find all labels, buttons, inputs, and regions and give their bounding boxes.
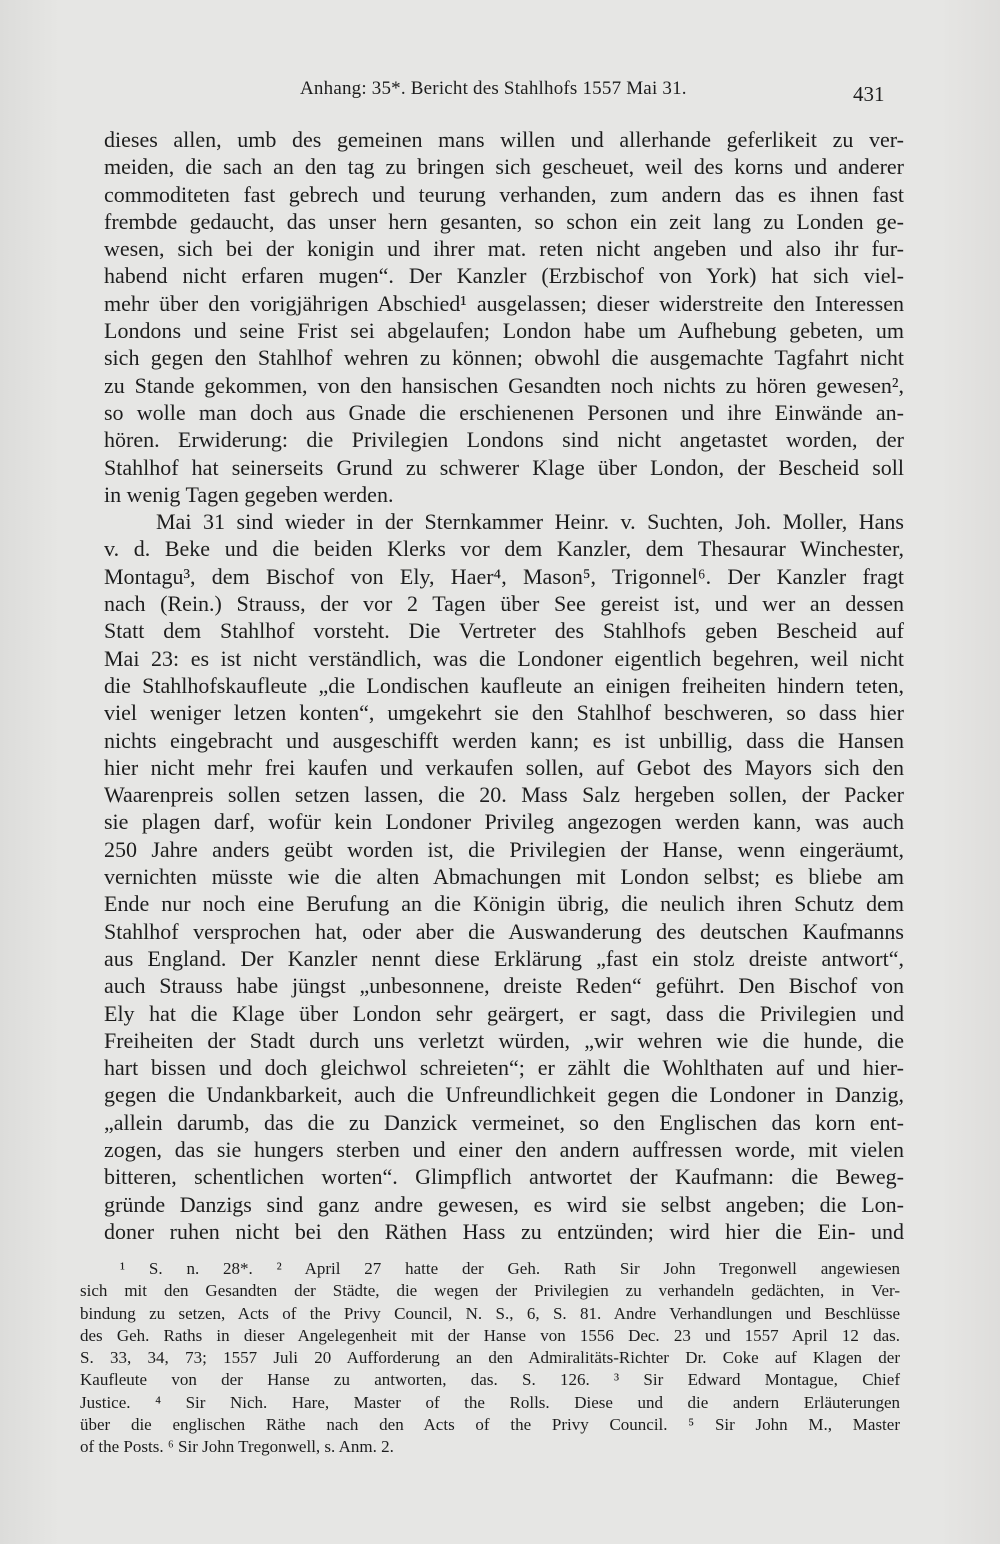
body-line: in wenig Tagen gegeben werden. [104, 481, 394, 507]
body-line: Mai 23: es ist nicht verständlich, was die Londoner eigentlich begehren, weil nicht [104, 645, 904, 671]
body-line: meiden, die sach an den tag zu bringen sich gescheuet, weil des korns und anderer [104, 154, 904, 180]
body-line: auch Strauss habe jüngst „unbesonnene, dreiste Reden“ geführt. Den Bischof von [104, 973, 904, 999]
footnote-line: Justice. ⁴ Sir Nich. Hare, Master of the Rolls. Diese und die andern Erläuterungen [80, 1392, 900, 1412]
body-line: 250 Jahre anders geübt worden ist, die Privilegien der Hanse, wenn eingeräumt, [104, 836, 904, 862]
body-line: wesen, sich bei der konigin und ihrer mat. reten nicht angeben und also ihr fur- [104, 236, 904, 262]
body-line: nach (Rein.) Strauss, der vor 2 Tagen über See gereist ist, und wer an dessen [104, 591, 904, 617]
body-line: Ende nur noch eine Berufung an die Königin übrig, die neulich ihren Schutz dem [104, 891, 904, 917]
body-line: dieses allen, umb des gemeinen mans willen und allerhande geferlikeit zu ver- [104, 127, 904, 152]
body-line: sie plagen darf, wofür kein Londoner Privileg angezogen werden kann, was auch [104, 809, 904, 835]
body-line: vernichten müsste wie die alten Abmachungen mit London selbst; es bliebe am [104, 864, 904, 890]
body-line: doner ruhen nicht bei den Räthen Hass zu entzünden; wird hier die Ein- und [104, 1218, 904, 1244]
footnote-line: über die englischen Räthe nach den Acts of the Privy Council. ⁵ Sir John M., Master [80, 1415, 900, 1435]
body-line: mehr über den vorigjährigen Abschied¹ ausgelassen; dieser widerstreite den Interessen [104, 290, 904, 316]
footnote-line: S. 33, 34, 73; 1557 Juli 20 Aufforderung an den Admiralitäts-Richter Dr. Coke auf Klagen der [80, 1348, 900, 1368]
body-line: viel weniger letzen konten“, umgekehrt sie den Stahlhof beschweren, so dass hier [104, 700, 904, 726]
body-text [104, 126, 904, 1245]
body-line: Statt dem Stahlhof vorsteht. Die Vertreter des Stahlhofs geben Bescheid auf [104, 618, 904, 644]
body-line: „allein darumb, das die zu Danzick vermeinet, so den Englischen das korn ent- [104, 1109, 904, 1135]
body-line: Waarenpreis sollen setzen lassen, die 20. Mass Salz hergeben sollen, der Packer [104, 782, 904, 808]
body-line: habend nicht erfaren mugen“. Der Kanzler (Erzbischof von York) hat sich viel- [104, 263, 904, 289]
body-line: Freiheiten der Stadt durch uns verletzt würden, „wir wehren wie die hunde, die [104, 1027, 904, 1053]
body-line: bitteren, schentlichen worten“. Glimpflich antwortet der Kaufmann: die Beweg- [104, 1164, 904, 1190]
body-line: v. d. Beke und die beiden Klerks vor dem Kanzler, dem Thesaurar Winchester, [104, 536, 904, 562]
body-line: gründe Danzigs sind ganz andre gewesen, es wird sie selbst angeben; die Lon- [104, 1191, 904, 1217]
body-line: nichts eingebracht und ausgeschifft werden kann; es ist unbillig, dass die Hansen [104, 727, 904, 753]
body-line: hier nicht mehr frei kaufen und verkaufen sollen, auf Gebot des Mayors sich den [104, 754, 904, 780]
body-line: Ely hat die Klage über London sehr geärgert, er sagt, dass die Privilegien und [104, 1000, 904, 1026]
footnote-line: des Geh. Raths in dieser Angelegenheit mit der Hanse von 1556 Dec. 23 und 1557 April 12 das. [80, 1325, 900, 1345]
body-line: sich gegen den Stahlhof wehren zu können; obwohl die ausgemachte Tagfahrt nicht [104, 345, 904, 371]
footnote-line: of the Posts. ⁶ Sir John Tregonwell, s. Anm. 2. [80, 1437, 394, 1457]
body-line: commoditeten fast gebrech und teurung verhanden, zum andern das es ihnen fast [104, 181, 904, 207]
running-header: Anhang: 35*. Bericht des Stahlhofs 1557 Mai 31. [300, 78, 687, 99]
body-line: die Stahlhofskaufleute „die Londischen kaufleute an einigen freiheiten hindern teten, [104, 672, 904, 698]
body-line: Montagu³, dem Bischof von Ely, Haer⁴, Mason⁵, Trigonnel⁶. Der Kanzler fragt [104, 563, 904, 589]
body-line: zu Stande gekommen, von den hansischen Gesandten noch nichts zu hören gewesen², [104, 372, 904, 398]
body-line: gegen die Undankbarkeit, auch die Unfreundlichkeit gegen die Londoner in Danzig, [104, 1082, 904, 1108]
body-line: Londons und seine Frist sei abgelaufen; London habe um Aufhebung gebeten, um [104, 318, 904, 344]
body-line: frembde gedaucht, das unser hern gesanten, so schon ein zeit lang zu Londen ge- [104, 208, 904, 234]
footnote-line: ¹ S. n. 28*. ² April 27 hatte der Geh. Rath Sir John Tregonwell angewiesen [120, 1259, 900, 1278]
body-line: Stahlhof versprochen hat, oder aber die Auswanderung des deutschen Kaufmanns [104, 918, 904, 944]
body-line: hart bissen und doch gleichwol schreieten“; er zählt die Wohlthaten auf und hier- [104, 1055, 904, 1081]
body-line: so wolle man doch aus Gnade die erschienenen Personen und ihre Einwände an- [104, 399, 904, 425]
footnote-line: sich mit den Gesandten der Städte, die wegen der Privilegien zu verhandeln gedächten, in Ver- [80, 1281, 900, 1301]
body-line: Mai 31 sind wieder in der Sternkammer Heinr. v. Suchten, Joh. Moller, Hans [156, 509, 904, 535]
footnote-line: Kaufleute von der Hanse zu antworten, das. S. 126. ³ Sir Edward Montague, Chief [80, 1370, 900, 1390]
body-line: Stahlhof hat seinerseits Grund zu schwerer Klage über London, der Bescheid soll [104, 454, 904, 480]
footnotes [80, 1258, 900, 1459]
body-line: aus England. Der Kanzler nennt diese Erklärung „fast ein stolz dreiste antwort“, [104, 945, 904, 971]
footnote-line: bindung zu setzen, Acts of the Privy Council, N. S., 6, S. 81. Andre Verhandlungen und Beschlüsse [80, 1303, 900, 1323]
body-line: zogen, das sie hungers sterben und einer den andern auffressen worde, mit vielen [104, 1136, 904, 1162]
body-line: hören. Erwiderung: die Privilegien Londons sind nicht angetastet worden, der [104, 427, 904, 453]
page-number: 431 [853, 82, 885, 106]
